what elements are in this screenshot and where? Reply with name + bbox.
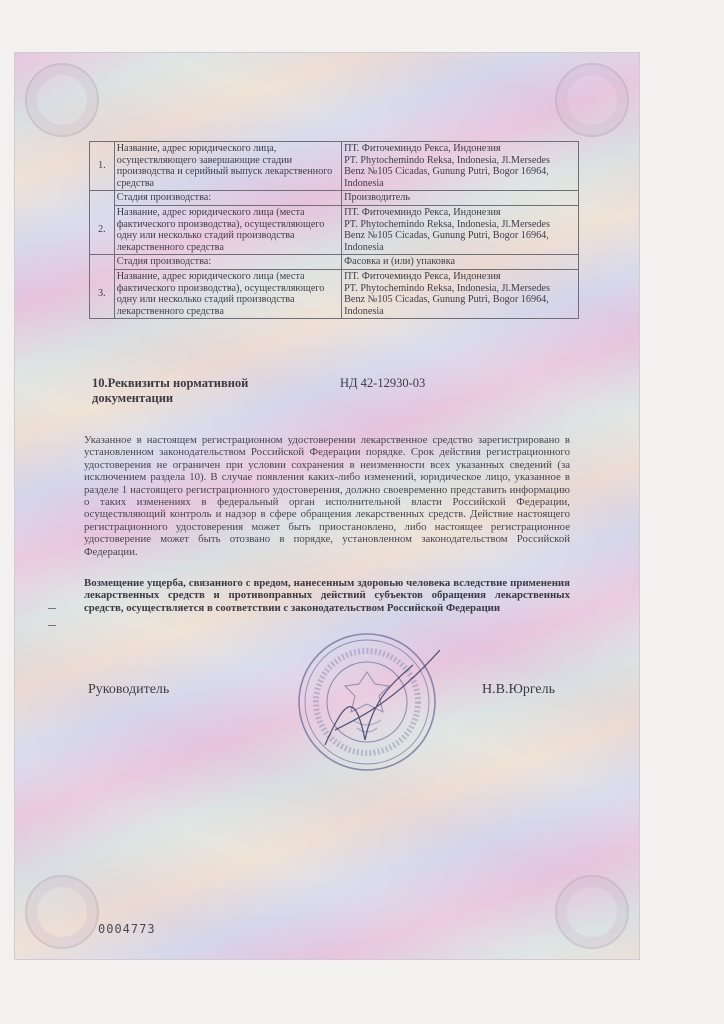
row-label: Название, адрес юридического лица (места фактического производства), осуществляющего одну или несколько стадий производства лекарственного средства — [114, 269, 341, 318]
damage-compensation-paragraph: Возмещение ущерба, связанного с вредом, нанесенным здоровью человека вследствие применения лекарственных средств и противоправных действий субъектов обращения лекарственных средств, осуществляется в соответствии с законодательством Российской Федерации — [84, 577, 570, 614]
value-line: Производитель — [344, 192, 411, 204]
signatory-name: Н.В.Юргель — [482, 682, 555, 697]
row-number: 1. — [90, 142, 115, 191]
value-line: PT. Phytochemindo Reksa, Indonesia, Jl.Mersedes — [344, 218, 550, 230]
signatory-role: Руководитель — [88, 682, 170, 697]
registration-validity-paragraph: Указанное в настоящем регистрационном удостоверении лекарственное средство зарегистрировано в установленном законодательством Российской Федерации порядке. Срок действия регистрационного удостоверения не ограничен при условии сохранения в неизменности всех указанных сведений (за исключением раздела 10). В случае появления каких-либо изменений, юридическое лицо, указанное в разделе 1 настоящего регистрационного удостоверения, должно своевременно представить информацию о таких изменениях в федеральный орган исполнительной власти Российской Федерации, осуществляющий контроль и надзор в сфере обращения лекарственных средств. Действие настоящего регистрационного удостоверения может быть приостановлено, либо настоящее регистрационное удостоверение может быть отозвано в порядке, установленном законодательством Российской Федерации. — [84, 434, 570, 558]
value-line: ПТ. Фиточеминдо Рекса, Индонезия — [344, 270, 501, 282]
value-line: Indonesia — [344, 177, 384, 189]
table-row — [90, 269, 579, 318]
value-line: Indonesia — [344, 241, 384, 253]
table-row — [90, 191, 579, 206]
row-label: Название, адрес юридического лица, осуществляющего завершающие стадии производства и серийный выпуск лекарственного средства — [114, 142, 341, 191]
margin-mark — [48, 625, 56, 626]
table-row — [90, 142, 579, 191]
row-value — [342, 191, 579, 206]
row-value — [342, 142, 579, 191]
margin-mark — [48, 608, 56, 609]
value-line: Benz №105 Cicadas, Gunung Putri, Bogor 16964, — [344, 230, 549, 242]
section-10-value: НД 42-12930-03 — [340, 376, 426, 390]
guilloche-corner-ornament — [25, 875, 99, 949]
row-number-cell — [90, 255, 115, 270]
row-label: Стадия производства: — [114, 191, 341, 206]
official-seal-stamp — [295, 630, 440, 775]
value-line: Benz №105 Cicadas, Gunung Putri, Bogor 16964, — [344, 294, 549, 306]
guilloche-corner-ornament — [25, 63, 99, 137]
row-number-cell — [90, 191, 115, 206]
row-label: Стадия производства: — [114, 255, 341, 270]
value-line: Фасовка и (или) упаковка — [344, 256, 456, 268]
manufacturers-table — [89, 141, 579, 319]
row-label: Название, адрес юридического лица (места фактического производства), осуществляющего одну или несколько стадий производства лекарственного средства — [114, 205, 341, 254]
value-line: ПТ. Фиточеминдо Рекса, Индонезия — [344, 143, 501, 154]
value-line: ПТ. Фиточеминдо Рекса, Индонезия — [344, 206, 501, 218]
guilloche-corner-ornament — [555, 875, 629, 949]
row-number: 2. — [90, 205, 115, 254]
value-line: PT. Phytochemindo Reksa, Indonesia, Jl.Mersedes — [344, 154, 550, 166]
guilloche-corner-ornament — [555, 63, 629, 137]
form-serial-number: 0004773 — [98, 922, 156, 936]
row-value — [342, 205, 579, 254]
value-line: Indonesia — [344, 305, 384, 317]
value-line: Benz №105 Cicadas, Gunung Putri, Bogor 16964, — [344, 166, 549, 178]
row-number: 3. — [90, 269, 115, 318]
value-line: PT. Phytochemindo Reksa, Indonesia, Jl.Mersedes — [344, 282, 550, 294]
table-row — [90, 255, 579, 270]
table-row — [90, 205, 579, 254]
row-value — [342, 255, 579, 270]
row-value — [342, 269, 579, 318]
section-10-title: 10.Реквизиты нормативной документации — [92, 376, 249, 405]
